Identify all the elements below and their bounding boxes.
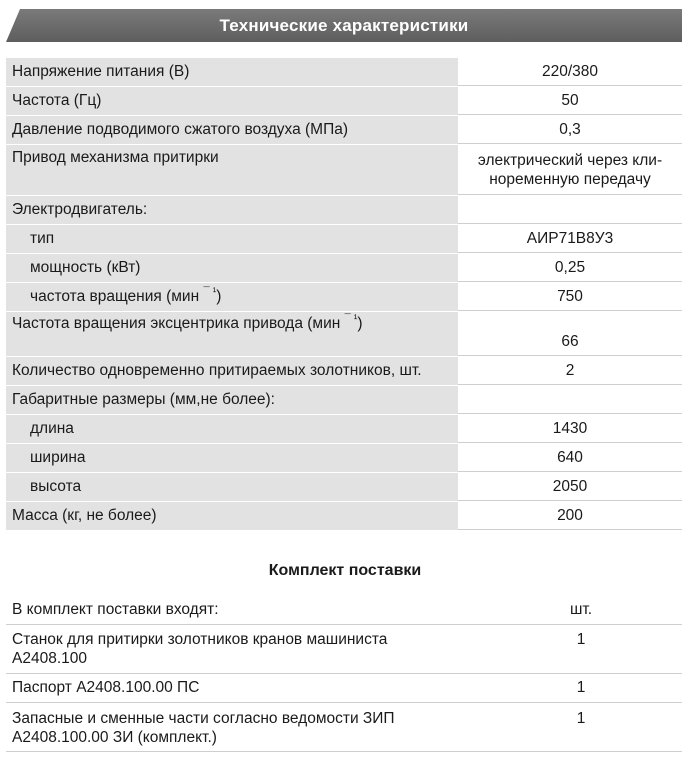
supply-table xyxy=(6,596,682,752)
supply-item-line: Запасные и сменные части согласно ведомости ЗИП xyxy=(12,710,395,727)
spec-value xyxy=(458,145,682,195)
section-title-specs: Технические характеристики xyxy=(219,16,469,35)
supply-header-name: В комплект поставки входят: xyxy=(12,601,219,618)
table-row xyxy=(6,87,682,116)
spec-name: Масса (кг, не более) xyxy=(6,502,458,530)
table-row xyxy=(6,473,682,502)
table-row xyxy=(6,145,682,196)
spec-name: Привод механизма притирки xyxy=(6,145,458,195)
section-header-banner xyxy=(6,9,682,42)
spec-value: 2050 xyxy=(458,473,682,501)
spec-name: мощность (кВт) xyxy=(6,254,458,282)
table-row xyxy=(6,312,682,357)
spec-value: 2 xyxy=(458,357,682,385)
table-row xyxy=(6,116,682,145)
spec-name-tail: ) xyxy=(357,315,363,332)
spec-value xyxy=(458,386,682,414)
table-row xyxy=(6,225,682,254)
spec-value xyxy=(458,196,682,224)
spec-name: Давление подводимого сжатого воздуха (МПа) xyxy=(6,116,458,144)
superscript: ¯ ¹ xyxy=(344,313,358,325)
supply-item-name xyxy=(6,703,480,751)
spec-value: 640 xyxy=(458,444,682,472)
supply-item-qty: 1 xyxy=(576,679,586,696)
superscript: ¯ ¹ xyxy=(203,286,217,298)
spec-value: 220/380 xyxy=(458,58,682,86)
spec-name-text: Частота вращения эксцентрика привода (мин xyxy=(12,315,341,332)
supply-item-qty: 1 xyxy=(576,631,586,648)
table-row xyxy=(6,674,682,703)
spec-value: 66 xyxy=(458,312,682,356)
spec-value-line: ноременную передачу xyxy=(489,171,651,188)
supply-item-line: Станок для притирки золотников кранов машиниста xyxy=(12,631,388,648)
supply-item-line: А2408.100.00 ЗИ (комплект.) xyxy=(12,729,217,746)
table-row xyxy=(6,502,682,531)
spec-value: 50 xyxy=(458,87,682,115)
supply-item-line: А2408.100 xyxy=(12,650,87,667)
table-row xyxy=(6,415,682,444)
spec-value: 750 xyxy=(458,283,682,311)
spec-value: АИР71В8У3 xyxy=(458,225,682,253)
table-row xyxy=(6,196,682,225)
section-title-supply: Комплект поставки xyxy=(268,562,422,579)
spec-name: Электродвигатель: xyxy=(6,196,458,224)
table-row xyxy=(6,703,682,752)
spec-name-tail: ) xyxy=(216,288,222,305)
spec-name xyxy=(6,283,458,311)
supply-item-qty: 1 xyxy=(576,710,586,727)
table-header-row xyxy=(6,596,682,625)
table-row xyxy=(6,386,682,415)
table-row xyxy=(6,444,682,473)
spec-name-text: частота вращения (мин xyxy=(30,288,200,305)
supply-item-name xyxy=(6,625,480,673)
spec-value-line: электрический через кли- xyxy=(477,152,663,169)
spec-name: Частота (Гц) xyxy=(6,87,458,115)
spec-name xyxy=(6,312,458,356)
table-row xyxy=(6,625,682,674)
table-row xyxy=(6,58,682,87)
spec-name: Напряжение питания (В) xyxy=(6,58,458,86)
spec-value: 0,3 xyxy=(458,116,682,144)
spec-name: тип xyxy=(6,225,458,253)
table-row xyxy=(6,254,682,283)
table-row xyxy=(6,357,682,386)
spec-name: высота xyxy=(6,473,458,501)
spec-name: Количество одновременно притираемых золотников, шт. xyxy=(6,357,458,385)
table-row xyxy=(6,283,682,312)
supply-item-name: Паспорт А2408.100.00 ПС xyxy=(12,679,200,696)
spec-value: 0,25 xyxy=(458,254,682,282)
spec-value: 1430 xyxy=(458,415,682,443)
spec-name: длина xyxy=(6,415,458,443)
spec-name: Габаритные размеры (мм,не более): xyxy=(6,386,458,414)
spec-name: ширина xyxy=(6,444,458,472)
supply-header-qty: шт. xyxy=(569,601,593,618)
spec-value: 200 xyxy=(458,502,682,530)
specs-table xyxy=(6,58,682,531)
